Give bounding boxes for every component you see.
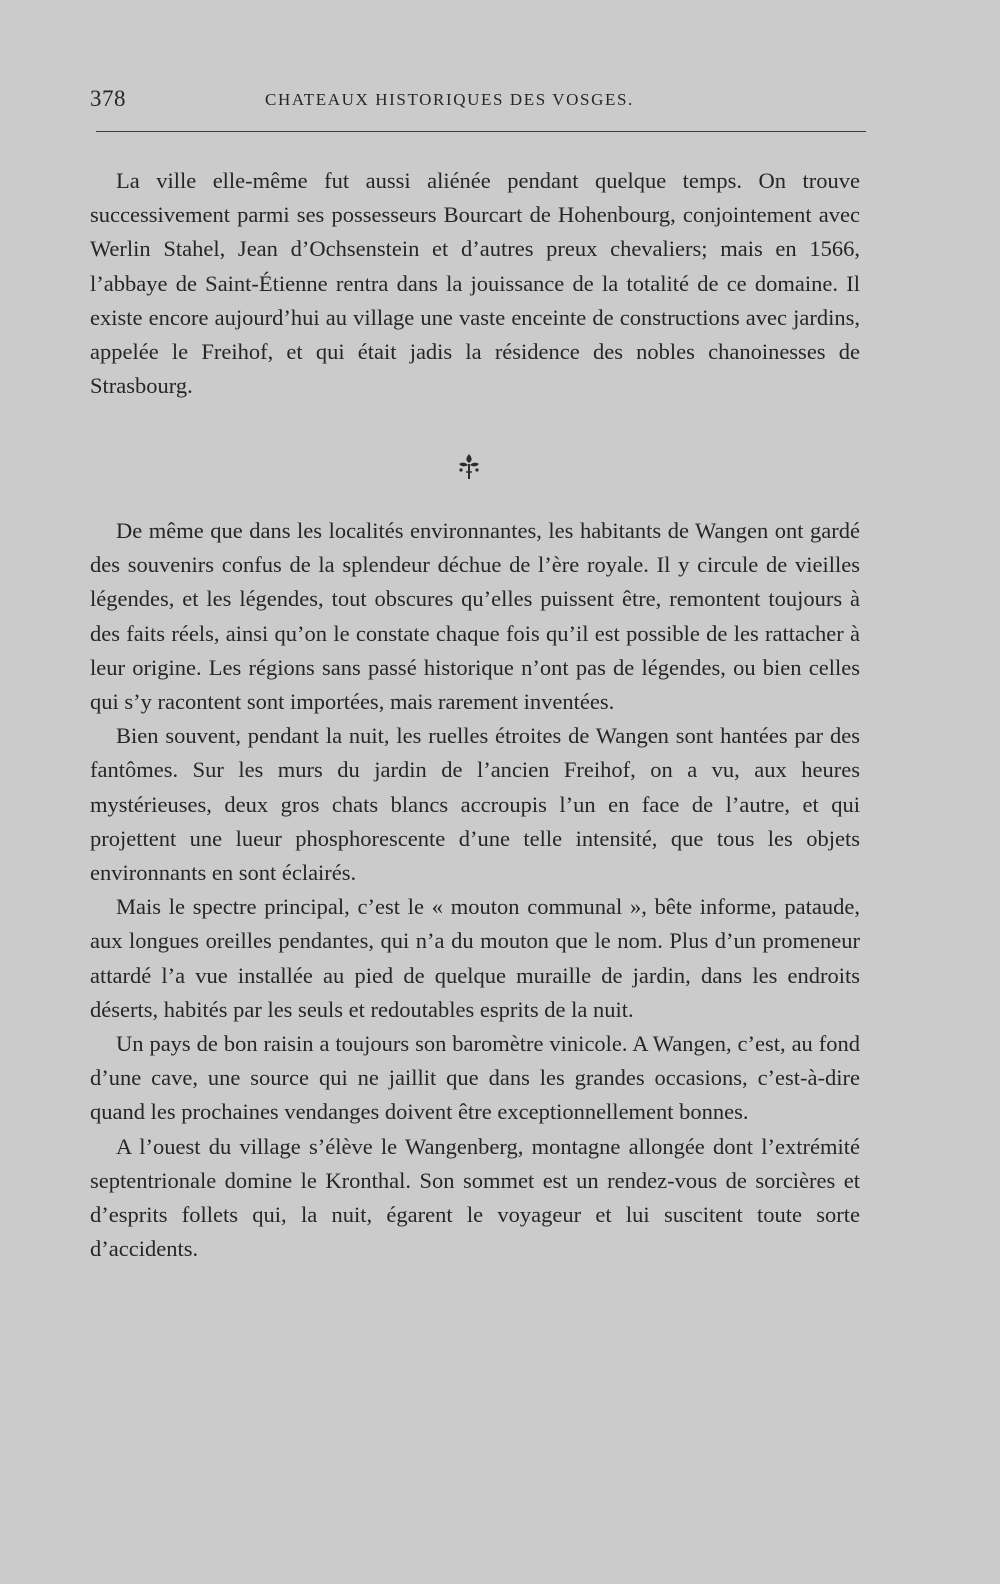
- header-rule: [96, 131, 866, 132]
- running-title: CHATEAUX HISTORIQUES DES VOSGES.: [265, 90, 634, 109]
- running-head: [90, 86, 860, 116]
- fleuron-ornament-icon: [456, 452, 482, 482]
- paragraph: Un pays de bon raisin a toujours son baromètre vinicole. A Wangen, c’est, au fond d’une cave, une source qui ne jaillit que dans les grandes occasions, c’est-à-dire quand les prochaines vendanges doivent être exceptionnellement bonnes.: [90, 1031, 860, 1125]
- page-number: 378: [90, 86, 126, 111]
- section-freihof: [90, 164, 860, 403]
- paragraph: Mais le spectre principal, c’est le « mouton communal », bête informe, pataude, aux longues oreilles pendantes, qui n’a du mouton que le nom. Plus d’un promeneur attardé l’a vue installée au pied de quelque muraille de jardin, dans les endroits déserts, habités par les seuls et redoutables esprits de la nuit.: [90, 894, 860, 1022]
- paragraph: A l’ouest du village s’élève le Wangenberg, montagne allongée dont l’extrémité septentrionale domine le Kronthal. Son sommet est un rendez-vous de sorcières et d’esprits follets qui, la nuit, égarent le voyageur et lui suscitent toute sorte d’accidents.: [90, 1133, 860, 1262]
- section-legends: [90, 514, 860, 1266]
- paragraph: Bien souvent, pendant la nuit, les ruelles étroites de Wangen sont hantées par des fantômes. Sur les murs du jardin de l’ancien Freihof, on a vu, aux heures mystérieuses, deux gros chats blancs accroupis l’un en face de l’autre, et qui projettent une lueur phosphorescente d’une telle intensité, que tous les objets environnants en sont éclairés.: [90, 723, 860, 886]
- paragraph: La ville elle-même fut aussi aliénée pendant quelque temps. On trouve successivement parmi ses possesseurs Bourcart de Hohenbourg, conjointement avec Werlin Stahel, Jean d’Ochsenstein et d’autres preux chevaliers; mais en 1566, l’abbaye de Saint-Étienne rentra dans la jouissance de la totalité de ce domaine. Il existe encore aujourd’hui au village une vaste enceinte de constructions avec jardins, appelée le Freihof, et qui était jadis la résidence des nobles chanoinesses de Strasbourg.: [90, 168, 860, 399]
- paragraph: De même que dans les localités environnantes, les habitants de Wangen ont gardé des souvenirs confus de la splendeur déchue de l’ère royale. Il y circule de vieilles légendes, et les légendes, tout obscures qu’elles puissent être, remontent toujours à des faits réels, ainsi qu’on le constate chaque fois qu’il est possible de les rattacher à leur origine. Les régions sans passé historique n’ont pas de légendes, ou bien celles qui s’y racontent sont importées, mais rarement inventées.: [90, 518, 860, 715]
